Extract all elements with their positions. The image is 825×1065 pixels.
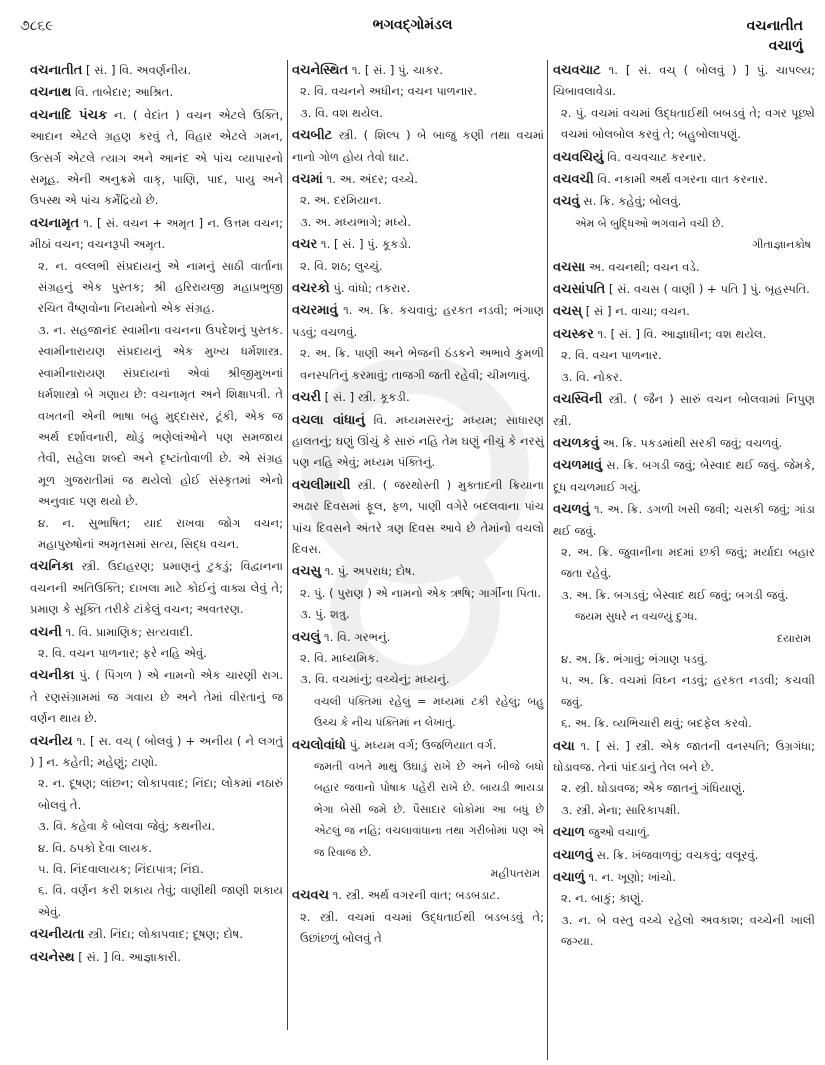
definition: [ સં. ] સ્ત્રી. કૂકડી. bbox=[324, 390, 410, 405]
dictionary-entry bbox=[30, 665, 283, 729]
sense: ૬. અ. ક્રિ. વ્યભિચારી થવું; બદફેલ કરવો. bbox=[561, 716, 752, 731]
sense: ૨. સ્ત્રી. વચમાં વચમાં ઉદ્ધતાઈથી બડબડવું તે; ઉછાંછળું બોલવું તે bbox=[300, 909, 544, 946]
headword: વચર bbox=[292, 237, 318, 253]
definition: ૧. અ. ક્રિ. ડગળી ખસી જવી; ચસકી જવું; ગાંડા થઈ જવું. bbox=[553, 502, 816, 538]
sense: ૩. વિ. નોકર. bbox=[561, 369, 623, 384]
definition: વિ. વચવચાટ કરનાર. bbox=[607, 149, 707, 164]
headword: વચસ્વિની bbox=[553, 392, 603, 408]
dictionary-entry bbox=[553, 845, 815, 866]
column-divider bbox=[287, 60, 288, 1030]
dictionary-entry bbox=[30, 82, 283, 103]
headword: વચનીકા bbox=[30, 668, 75, 684]
dictionary-entry bbox=[30, 924, 283, 945]
headword: વચસા bbox=[553, 259, 586, 275]
column-divider bbox=[547, 60, 548, 1060]
sense: ૨. ન. બાકું; કાણું. bbox=[561, 891, 644, 906]
headword: વચમાં bbox=[292, 172, 323, 188]
headword: વચળમાવું bbox=[553, 458, 603, 474]
sense: ૨. અ. ક્રિ. જુવાનીના મદમાં છકી જવું; મર્યાદા બહાર જતા રહેવું. bbox=[561, 544, 815, 581]
quote-attribution: મહીપતરામ bbox=[490, 867, 540, 881]
sense: ૪. ન. સુભાષિત; યાદ રાખવા જોગ વચન; મહાપુરુષોનાં અમૃતસમાં સત્ય, સિદ્ધ વચન. bbox=[38, 515, 283, 551]
sense: ૩. પું. શત્રુ. bbox=[300, 607, 350, 622]
headword: વચા bbox=[553, 738, 575, 754]
usage-quote: એમ બે બુદ્ધિઓ ભગવાને વચી છે. bbox=[575, 216, 725, 230]
sense: ૩. સ્ત્રી. મેના; સારિકાપક્ષી. bbox=[561, 802, 681, 817]
definition: અ. ક્રિ. પકડમાંથી સરકી જવું; વચળવું. bbox=[602, 435, 783, 450]
dictionary-entry bbox=[30, 556, 283, 620]
definition: સ્ત્રી. ( જરથોસ્તી ) મુક્તાદની ક્રિયાના અઢાર દિવસમાં ફૂલ, ફળ, પાણી વગેરે બદલવાના પાંચ પાંચ દિવસને અંતરે ત્રણ દિવસ આવે છે તેમાંનો વચલો દિવસ. bbox=[292, 477, 544, 556]
dictionary-entry bbox=[553, 169, 815, 190]
definition: સ. ક્રિ. ખંજવાળવું; વચકવું; વલૂરવું. bbox=[596, 847, 759, 862]
headword: વચરી bbox=[292, 390, 321, 406]
definition: સ્ત્રી. નિંદા; લોકાપવાદ; દૂષણ; દોષ. bbox=[88, 927, 243, 942]
guide-word-first: વચનાતીત bbox=[746, 18, 803, 34]
sense: ૪. વિ. ઠપકો દેવા લાયક. bbox=[38, 840, 153, 855]
sense: ૨. ન. દૂષણ; લાંછન; લોકાપવાદ; નિંદા; લોકમાં નઠારું બોલવું તે. bbox=[38, 776, 283, 812]
definition: સ્ત્રી. ( જૈન ) સારું વચન બોલવામાં નિપુણ સ્ત્રી. bbox=[553, 392, 815, 428]
running-title: ભગવદ્ગોમંડલ bbox=[372, 17, 453, 33]
dictionary-entry bbox=[292, 475, 544, 561]
usage-quote: જયમ સુધરે ન વચળ્યું દુગ્ધ. bbox=[575, 610, 698, 624]
column-3 bbox=[553, 60, 815, 1065]
quote-attribution: દયારામ bbox=[776, 631, 811, 645]
definition: પું. મધ્યમ વર્ગ; ઉજળિયાત વર્ગ. bbox=[349, 737, 497, 752]
definition: ૧. વિ. ગરભનું. bbox=[324, 629, 391, 644]
definition: ૧. વિ. પ્રામાણિક; સત્યવાદી. bbox=[65, 624, 194, 639]
sense: ૪. અ. ક્રિ. ભંગાવું; ભંગાણ પડવું. bbox=[561, 651, 708, 666]
dictionary-entry bbox=[292, 735, 544, 885]
sense: ૩. વિ. વચમાંનું; વચ્ચેનું; મધ્યનું. bbox=[300, 672, 450, 687]
headword: વચનીયતા bbox=[30, 927, 85, 943]
usage-quote: વચલી પંક્તિમાં રહેલું = મધ્યમાં ટકી રહેલું; બહુ ઉચ્ચ કે નીચ પંક્તિમાં ન લેખાતું. bbox=[314, 694, 544, 730]
headword: વચનીય bbox=[30, 733, 73, 749]
sense: ૩. અ. ક્રિ. બગડવું; બેસ્વાદ થઈ જવું; બગડી જવું. bbox=[561, 587, 789, 602]
headword: વચળકવું bbox=[553, 435, 599, 451]
definition: સ્ત્રી. ( શિલ્પ ) બે બાજુ કણી તથા વચમાં નાનો ગોળ હોય તેવો ઘાટ. bbox=[292, 128, 544, 164]
headword: વચલા વાંધાનું bbox=[292, 412, 365, 428]
definition: ૧. પું. અપરાધ; દોષ. bbox=[324, 564, 416, 579]
definition: [ સં. વચસ ( વાણી ) + પતિ ] પું. બૃહસ્પતિ. bbox=[608, 282, 810, 297]
sense: ૨. અ. દરમિયાન. bbox=[300, 193, 382, 208]
headword: વચનામૃત bbox=[30, 215, 80, 231]
definition: વિ. તાબેદાર; આશ્રિત. bbox=[75, 85, 174, 100]
quote-attribution: ગીતાજ્ઞાનકોષ bbox=[752, 238, 811, 252]
dictionary-entry bbox=[292, 234, 544, 277]
definition: ૧. [ સ. વચ્ ( બોલવું ) + અનીય ( ને લગતું ) ] ન. કહેતી; મહેણું; ટાણો. bbox=[30, 733, 284, 769]
definition: પું. વાંધો; તકરાર. bbox=[333, 281, 411, 296]
definition: [ સં ] ન. વાચા; વચન. bbox=[585, 304, 690, 319]
dictionary-entry bbox=[30, 105, 283, 212]
headword: વચસુ bbox=[292, 564, 322, 580]
definition: ૧. [ સં. વચ્ ( બોલવું ) ] પું. ચાપલ્ય; ચિબાવલાવેડા. bbox=[553, 63, 815, 99]
headword: વચવચાટ bbox=[553, 63, 601, 78]
sense: ૩. ન. બે વસ્તુ વચ્ચે રહેલો અવકાશ; વચ્ચેની ખાલી જગ્યા. bbox=[561, 912, 815, 949]
dictionary-entry bbox=[553, 433, 815, 454]
sense: ૨. વિ. માધ્યમિક. bbox=[300, 650, 380, 665]
headword: વચનાથ bbox=[30, 85, 72, 101]
definition: સ. ક્રિ. બગડી જવું; બેસ્વાદ થઈ જવું. જેમકે, દૂધ વચળમાઈ ગયું. bbox=[553, 458, 815, 494]
definition: અ. વચનથી; વચન વડે. bbox=[588, 259, 700, 274]
column-1 bbox=[30, 60, 283, 1065]
headword: વચવચી bbox=[553, 172, 594, 188]
definition: ૧. [ સં. ] સ્ત્રી. એક જાતની વનસ્પતિ; ઉગ્રગંધા; ઘોડાવજ. તેનાં પાંદડાનું તેલ બને છે. bbox=[553, 738, 815, 774]
sense: ૨. પું. ( પુરાણ ) એ નામનો એક ઋષિ; ગાર્ગીના પિતા. bbox=[300, 585, 542, 600]
headword: વચનેસ્થ bbox=[30, 949, 75, 965]
headword: વચની bbox=[30, 624, 62, 640]
sense: ૨. વિ. શઠ; લુચ્ચું. bbox=[300, 258, 383, 273]
definition: [ સં. ] વિ. આજ્ઞાકારી. bbox=[78, 949, 181, 964]
definition: ૧. [ સં. ] પું. ચાકર. bbox=[351, 63, 443, 77]
dictionary-entry bbox=[553, 301, 815, 322]
headword: વચબીટ bbox=[292, 128, 333, 144]
headword: વચવું bbox=[553, 194, 580, 210]
definition: [ સં. ] વિ. અવર્ણનીય. bbox=[86, 63, 192, 77]
column-2 bbox=[292, 60, 544, 1065]
definition: ૧. [ સં. ] પું. કૂકડો. bbox=[320, 237, 412, 252]
dictionary-entry bbox=[553, 867, 815, 953]
dictionary-entry bbox=[30, 947, 283, 968]
headword: વચવચ bbox=[292, 888, 329, 904]
dictionary-entry bbox=[292, 387, 544, 408]
headword: વચનિકા bbox=[30, 559, 74, 575]
dictionary-entry bbox=[30, 213, 283, 556]
headword: વચસ્ bbox=[553, 304, 583, 320]
headword: વચળવું bbox=[553, 502, 590, 518]
headword: વચસાંપતિ bbox=[553, 282, 606, 298]
definition: ન. ( વેદાંત ) વચન એટલે ઉક્તિ, આદાન એટલે ગ્રહણ કરવું તે, વિહાર એટલે ગમન, ઉત્સર્ગ એટલે ત્યાગ અને આનંદ એ પાંચ વ્યાપારનો સમૂહ. એની અનુક્રમે વાક્, પાણિ, પાદ, પાયુ અને ઉપસ્થ એ પાંચ કર્મેંદ્રિયો છે. bbox=[30, 107, 284, 208]
dictionary-entry bbox=[553, 455, 815, 498]
page-header bbox=[0, 0, 825, 54]
definition: પું. ( પિંગળ ) એ નામનો એક ચારણી રાગ. તે રણસંગ્રામમાં જ ગવાય છે અને તેમાં વીરતાનું જ વર્ણન થાય છે. bbox=[30, 668, 284, 726]
definition: સ્ત્રી. ઉદાહરણ; પ્રમાણનું ટુકડું; વિદ્વાનના વચનની અતિઉક્તિ; દાખલા માટે કોઈનું વાક્ય લેવું તે; પ્રમાણ કે સૂક્તિ તરીકે ટાંકેલું વચન; અવતરણ. bbox=[30, 559, 284, 617]
definition: જુઓ વચાળું. bbox=[588, 825, 650, 840]
sense: ૫. અ. ક્રિ. વચમાં વિઘ્ન નડવું; હરકત નડવી; કચવાી જવું. bbox=[561, 673, 815, 709]
dictionary-entry bbox=[30, 731, 283, 924]
headword: વચાળું bbox=[553, 870, 585, 886]
guide-words bbox=[747, 16, 803, 56]
sense: ૬. વિ. વર્ણન કરી શકાય તેવું; વાણીથી જાણી શકાય એવું. bbox=[38, 883, 283, 919]
sense: ૩. વિ. કહેવા કે બોલવા જેવું; કથનીય. bbox=[38, 819, 216, 834]
sense: ૨. સ્ત્રી. ઘોડાવજ; એક જાતનું ગંધિયાણું. bbox=[561, 781, 746, 796]
dictionary-entry bbox=[553, 191, 815, 255]
sense: ૩. વિ. વશ થયેલ. bbox=[300, 105, 383, 120]
dictionary-entry bbox=[292, 410, 544, 474]
headword: વચલોવાંધો bbox=[292, 737, 346, 753]
guide-word-last: વચાળું bbox=[768, 38, 803, 54]
sense: ૨. વિ. વચનને અધીન; વચન પાળનાર. bbox=[300, 84, 477, 99]
sense: ૨. અ. ક્રિ. પાણી અને ભેજની ઠંડકને અભાવે કુમળી વનસ્પતિનું કરમાવું; તાજગી જતી રહેવી; ચીમળાવું. bbox=[300, 346, 544, 382]
headword: વચવચિયું bbox=[553, 149, 604, 165]
definition: ૧. [ સં. ] વિ. આજ્ઞાધીન; વશ થયેલ. bbox=[597, 326, 767, 341]
dictionary-entry bbox=[292, 627, 544, 734]
dictionary-entry bbox=[292, 278, 544, 299]
dictionary-entry bbox=[553, 60, 815, 146]
dictionary-entry bbox=[292, 169, 544, 233]
headword: વચરમાવું bbox=[292, 303, 338, 319]
dictionary-entry bbox=[292, 561, 544, 625]
sense: ૩. અ. મધ્યભાગે; મધ્યે. bbox=[300, 214, 412, 229]
dictionary-entry bbox=[553, 324, 815, 388]
dictionary-entry bbox=[292, 60, 544, 124]
headword: વચલીમાચી bbox=[292, 477, 351, 493]
headword: વચનાતીત bbox=[30, 63, 83, 78]
dictionary-entry bbox=[292, 300, 544, 386]
definition: ૧. [ સં. વચન + અમૃત ] ન. ઉત્તમ વચન; મીઠાં વચન; વચનરૂપી અમૃત. bbox=[30, 215, 283, 252]
headword: વચસ્કર bbox=[553, 326, 594, 342]
dictionary-entry bbox=[292, 885, 544, 949]
definition: સ. ક્રિ. કહેવું; બોલવું. bbox=[583, 194, 682, 209]
headword: વચનાદિ પંચક bbox=[30, 107, 108, 123]
definition: ૧. અ. અંદર; વચ્ચે. bbox=[326, 172, 418, 187]
sense: ૨. વિ. વચન પાળનાર; ફરે નહિ એવું. bbox=[38, 645, 207, 660]
sense: ૨. ન. વલ્લભી સંપ્રદાયનું એ નામનું સાઠી વાર્તાના સંગ્રહનું એક પુસ્તક; શ્રી હરિરાયજી મહાપ્રભુજી રચિત વૈષ્ણવોના નિયમોનો એક સંગ્રહ. bbox=[38, 258, 283, 316]
definition: વિ. મધ્યમસરનું; મધ્યમ; સાધારણ હાલતનું; ઘણું ઊંચું કે સારું નહિ તેમ ઘણું નીચું કે નરસું પણ નહિ એવું; મધ્યમ પંક્તિનું. bbox=[292, 412, 544, 470]
usage-quote: જમતી વખતે માથું ઉઘાડું રાખે છે અને બીજે બધો બહાર જવાનો પોષાક પહેરી રાખે છે. બાયડી ભાયડા ભેગા બેસી જમે છે. પૈસાદાર લોકોમાં આ બધું છે એટલું જ નહિ; વચલાવાંધાના તથા ગરીબોમાં પણ એ જ રિવાજ છે. bbox=[314, 760, 544, 859]
headword: વચાળ bbox=[553, 825, 585, 841]
definition: ૧. અ. ક્રિ. કચવાવું; હરકત નડવી; ભંગાણ પડવું; વચળવું. bbox=[292, 303, 545, 339]
dictionary-entry bbox=[553, 389, 815, 432]
dictionary-entry bbox=[553, 257, 815, 278]
sense: ૩. ન. સહજાનંદ સ્વામીના વચનના ઉપદેશનું પુસ્તક. સ્વામીનારાયણ સંપ્રદાયનું એક મુખ્ય ધર્મશાસ્ત્ર. સ્વામીનારાયણ સંપ્રદાયનાં એવાં શ્રીજીમુખનાં ધર્મશાસ્ત્રો બે ગણાય છે: વચનામૃત અને શિક્ષાપત્રી. તે વખતની એની ભાષા બહુ મુદ્દાસર, ટૂંકી, એક જ અર્થ દર્શાવનારી, થોડું ભણેલાંઓને પણ સમજાય તેવી, સહેલા શબ્દો અને દૃષ્ટાંતોવાળી છે. એ સંગ્રહ મૂળ ગુજરાતીમાં જ થયેલો હોઈ સંસ્કૃતમાં એનો અનુવાદ પણ થયો છે. bbox=[38, 322, 283, 509]
dictionary-entry bbox=[553, 736, 815, 822]
dictionary-entry bbox=[553, 822, 815, 843]
dictionary-entry bbox=[553, 147, 815, 168]
dictionary-entry bbox=[30, 622, 283, 665]
dictionary-entry bbox=[30, 60, 283, 81]
sense: ૫. વિ. નિંદવાલાયક; નિંદાપાત્ર; નિંદ્ય. bbox=[38, 862, 204, 877]
dictionary-entry bbox=[553, 499, 815, 734]
headword: વચલું bbox=[292, 629, 321, 645]
definition: ૧. સ્ત્રી. અર્થ વગરની વાત; બડબડાટ. bbox=[332, 888, 500, 903]
headword: વચરકો bbox=[292, 281, 330, 297]
dictionary-entry bbox=[292, 125, 544, 168]
definition: ૧. ન. ખૂણો; ખાંચો. bbox=[588, 870, 676, 885]
dictionary-entry bbox=[553, 279, 815, 300]
sense: ૨. પું. વચમાં વચમાં ઉદ્ધતાઈથી બબડવું તે; વગર પૂછ્યે વચમાં બોલબોલ કરવું તે; બહુબોલાપણું. bbox=[561, 105, 815, 142]
definition: વિ. નકામી અર્થ વગરના વાત કરનાર. bbox=[597, 172, 768, 187]
headword: વચાળવું bbox=[553, 847, 593, 863]
page-number: ૭૮૬૯ bbox=[20, 18, 54, 34]
sense: ૨. વિ. વચન પાળનાર. bbox=[561, 348, 662, 363]
headword: વચનેસ્થિત bbox=[292, 63, 349, 78]
